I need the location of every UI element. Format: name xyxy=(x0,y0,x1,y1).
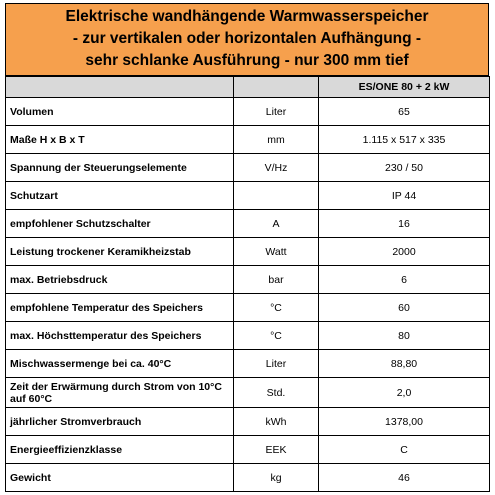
row-unit: Liter xyxy=(234,350,319,378)
row-label: Spannung der Steuerungselemente xyxy=(6,154,234,182)
table-row xyxy=(6,182,490,210)
row-label: Maße H x B x T xyxy=(6,126,234,154)
row-value: 16 xyxy=(319,210,490,238)
row-value: 88,80 xyxy=(319,350,490,378)
row-value: 46 xyxy=(319,464,490,492)
row-value: IP 44 xyxy=(319,182,490,210)
row-label: Schutzart xyxy=(6,182,234,210)
row-unit: V/Hz xyxy=(234,154,319,182)
table-row xyxy=(6,464,490,492)
table-row xyxy=(6,154,490,182)
title-line-3: sehr schlanke Ausführung - nur 300 mm tief xyxy=(85,52,409,69)
row-label: max. Höchsttemperatur des Speichers xyxy=(6,322,234,350)
table-row xyxy=(6,266,490,294)
row-label: Zeit der Erwärmung durch Strom von 10°C auf 60°C xyxy=(6,378,234,408)
row-value: C xyxy=(319,436,490,464)
row-value: 6 xyxy=(319,266,490,294)
row-value: 1378,00 xyxy=(319,408,490,436)
row-label: Leistung trockener Keramikheizstab xyxy=(6,238,234,266)
table-row xyxy=(6,210,490,238)
table-row xyxy=(6,350,490,378)
row-value: 1.115 x 517 x 335 xyxy=(319,126,490,154)
row-label: empfohlene Temperatur des Speichers xyxy=(6,294,234,322)
row-value: 2,0 xyxy=(319,378,490,408)
table-row xyxy=(6,408,490,436)
row-value: 80 xyxy=(319,322,490,350)
row-unit: A xyxy=(234,210,319,238)
table-row xyxy=(6,126,490,154)
row-unit: °C xyxy=(234,294,319,322)
row-unit: Liter xyxy=(234,98,319,126)
spec-table xyxy=(5,76,490,492)
title-line-1: Elektrische wandhängende Warmwasserspeicher xyxy=(65,8,429,25)
title-line-2: - zur vertikalen oder horizontalen Aufhängung - xyxy=(72,30,422,47)
row-value: 2000 xyxy=(319,238,490,266)
row-label: Gewicht xyxy=(6,464,234,492)
row-value: 60 xyxy=(319,294,490,322)
table-row xyxy=(6,294,490,322)
row-unit: EEK xyxy=(234,436,319,464)
row-label: Mischwassermenge bei ca. 40°C xyxy=(6,350,234,378)
row-value: 230 / 50 xyxy=(319,154,490,182)
row-label: empfohlener Schutzschalter xyxy=(6,210,234,238)
row-unit: kWh xyxy=(234,408,319,436)
row-label: max. Betriebsdruck xyxy=(6,266,234,294)
table-row xyxy=(6,322,490,350)
table-row xyxy=(6,98,490,126)
table-row xyxy=(6,378,490,408)
model-name: ES/ONE 80 + 2 kW xyxy=(319,77,490,98)
table-row xyxy=(6,238,490,266)
row-label: Energieeffizienzklasse xyxy=(6,436,234,464)
row-value: 65 xyxy=(319,98,490,126)
row-unit: Std. xyxy=(234,378,319,408)
row-label: Volumen xyxy=(6,98,234,126)
row-unit: kg xyxy=(234,464,319,492)
header-blank-unit xyxy=(234,77,319,98)
table-header-row xyxy=(6,77,490,98)
table-row xyxy=(6,436,490,464)
row-unit xyxy=(234,182,319,210)
row-label: jährlicher Stromverbrauch xyxy=(6,408,234,436)
row-unit: bar xyxy=(234,266,319,294)
header-blank-label xyxy=(6,77,234,98)
title-banner xyxy=(5,3,489,76)
spec-sheet xyxy=(5,3,489,491)
row-unit: mm xyxy=(234,126,319,154)
row-unit: Watt xyxy=(234,238,319,266)
row-unit: °C xyxy=(234,322,319,350)
